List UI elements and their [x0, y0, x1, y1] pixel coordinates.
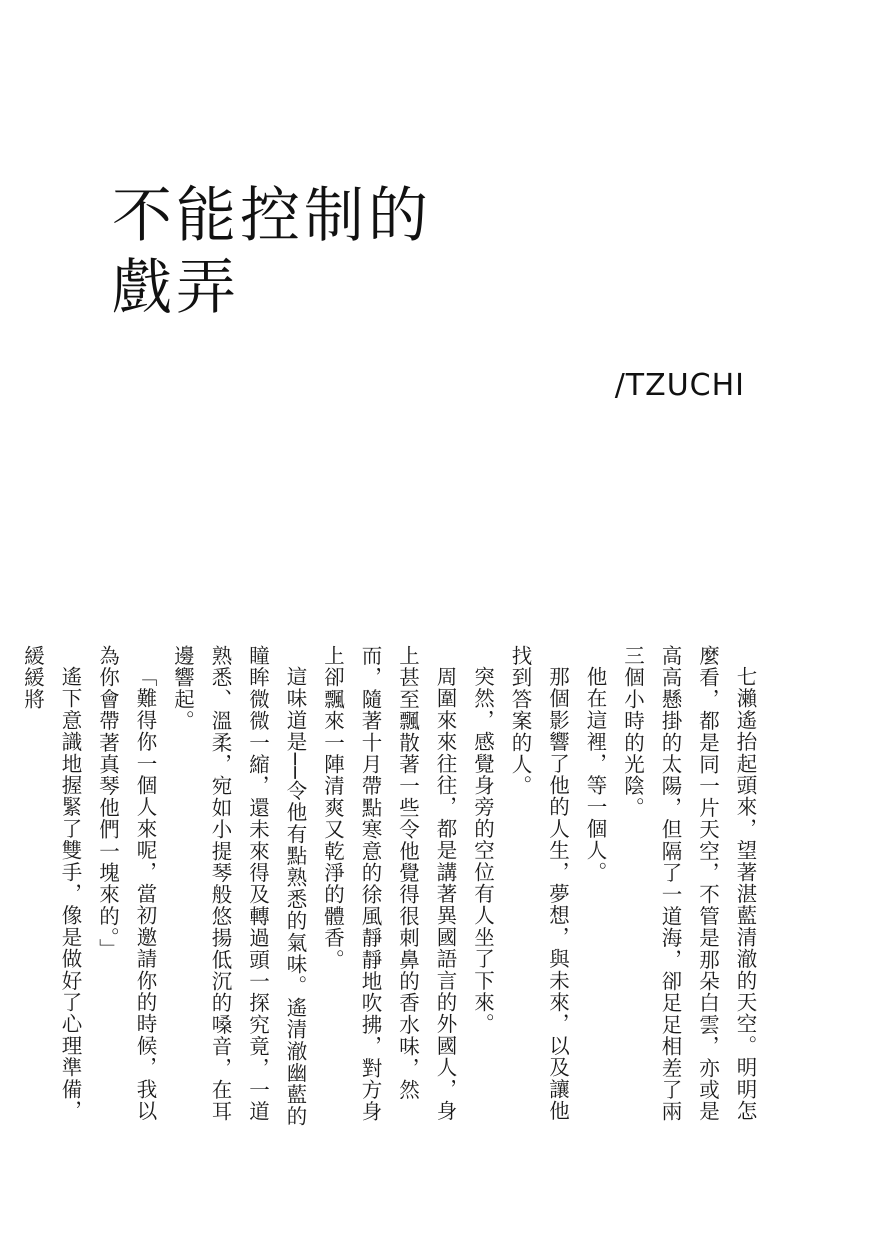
paragraph: 周圍來來往往，都是講著異國語言的外國人，身上甚至飄散著一些令他覺得很刺鼻的香水味，然而，隨著十月帶點寒意的徐風靜靜地吹拂，對方身上卻飄來一陣清爽又乾淨的體香。 — [320, 645, 457, 1123]
paragraph: 遙下意識地握緊了雙手，像是做好了心理準備，緩緩將 — [20, 645, 82, 1122]
paragraph: 這味道是──令他有點熟悉的氣味。遙清澈幽藍的瞳眸微微一縮，還未來得及轉過頭一探究竟，一道熟悉、溫柔，宛如小提琴般悠揚低沉的嗓音，在耳邊響起。 — [170, 645, 307, 1127]
paragraph: 七瀨遙抬起頭來，望著湛藍清澈的天空。明明怎麼看，都是同一片天空，不管是那朵白雲，亦或是高高懸掛的太陽，但隔了一道海，卻足足相差了兩三個小時的光陰。 — [620, 645, 757, 1123]
author-signature: /TZUCHI — [614, 368, 745, 403]
paragraph: 他在這裡，等一個人。 — [583, 665, 607, 883]
body-text — [20, 645, 763, 1130]
paragraph: 「難得你一個人來呢，當初邀請你的時候，我以為你會帶著真琴他們一塊來的。」 — [95, 645, 157, 1122]
title-line-1: 不能控制的 — [112, 181, 432, 251]
paragraph: 突然，感覺身旁的空位有人坐了下來。 — [470, 665, 495, 1035]
title-line-2: 戲弄 — [112, 253, 240, 323]
paragraph: 那個影響了他的人生，夢想，與未來，以及讓他找到答案的人。 — [508, 645, 570, 1122]
